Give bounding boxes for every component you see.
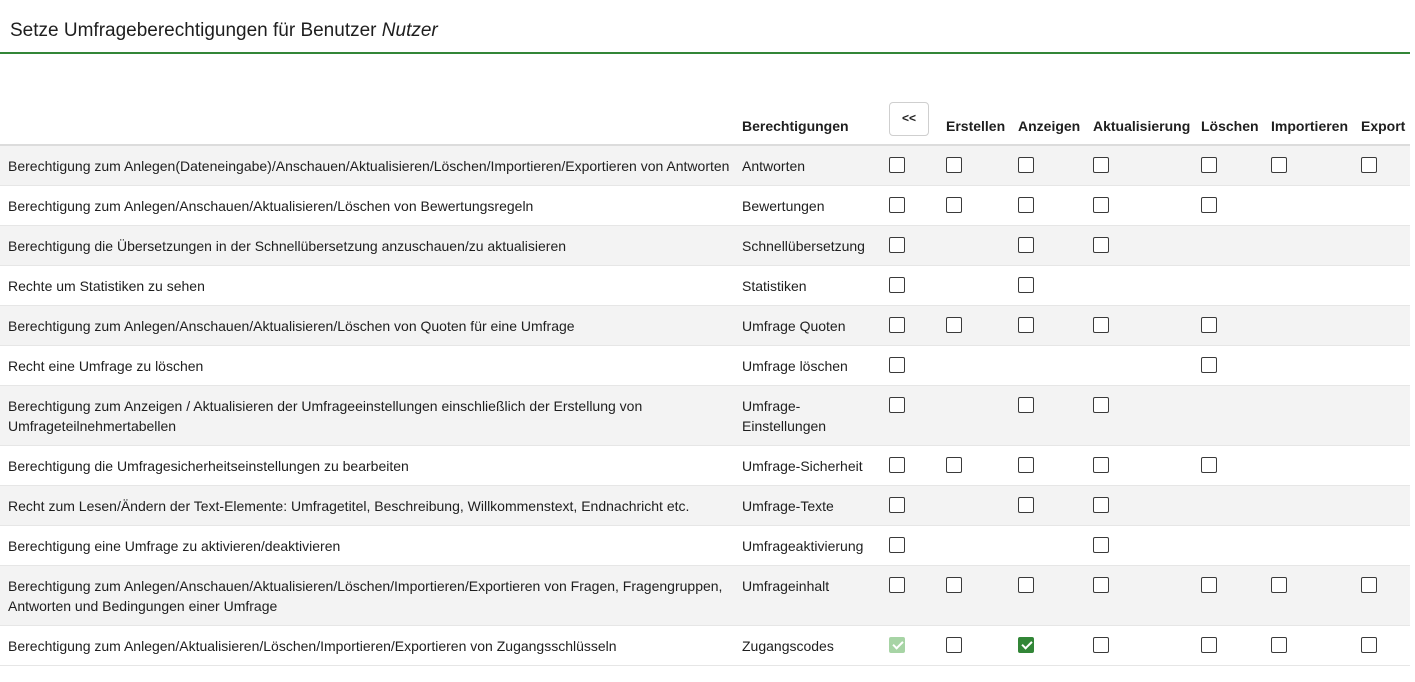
cell-import [1271,226,1361,266]
checkbox-read[interactable] [1018,397,1034,413]
cell-export [1361,226,1410,266]
checkbox-update[interactable] [1093,237,1109,253]
header-update: Aktualisierung [1093,102,1201,145]
checkbox-delete[interactable] [1201,637,1217,653]
cell-import [1271,386,1361,446]
checkbox-update[interactable] [1093,537,1109,553]
cell-delete [1201,306,1271,346]
header-import: Importieren [1271,102,1361,145]
checkbox-all[interactable] [889,457,905,473]
cell-read [1018,526,1093,566]
permission-name: Zugangscodes [742,626,889,666]
table-row [0,266,1410,306]
cell-delete [1201,226,1271,266]
checkbox-delete[interactable] [1201,317,1217,333]
cell-delete [1201,446,1271,486]
checkbox-create[interactable] [946,197,962,213]
permission-description: Recht eine Umfrage zu löschen [0,346,742,386]
page-title-prefix: Setze Umfrageberechtigungen für Benutzer [10,20,377,41]
checkbox-import[interactable] [1271,637,1287,653]
cell-export [1361,626,1410,666]
cell-import [1271,145,1361,186]
checkbox-all[interactable] [889,637,905,653]
permission-name: Bewertungen [742,186,889,226]
cell-delete [1201,526,1271,566]
table-row [0,446,1410,486]
cell-read [1018,346,1093,386]
permission-description: Berechtigung zum Anlegen(Dateneingabe)/Anschauen/Aktualisieren/Löschen/Importieren/Exportieren von Antworten [0,145,742,186]
checkbox-export[interactable] [1361,637,1377,653]
cell-import [1271,346,1361,386]
checkbox-export[interactable] [1361,157,1377,173]
permission-description: Berechtigung zum Anlegen/Anschauen/Aktualisieren/Löschen von Bewertungsregeln [0,186,742,226]
checkbox-export[interactable] [1361,577,1377,593]
checkbox-all[interactable] [889,157,905,173]
checkbox-update[interactable] [1093,197,1109,213]
header-description [0,102,742,145]
cell-read [1018,145,1093,186]
permission-description: Berechtigung zum Anlegen/Anschauen/Aktualisieren/Löschen von Quoten für eine Umfrage [0,306,742,346]
cell-export [1361,306,1410,346]
checkbox-update[interactable] [1093,157,1109,173]
table-header-row [0,102,1410,145]
cell-create [946,306,1018,346]
checkbox-delete[interactable] [1201,157,1217,173]
cell-export [1361,386,1410,446]
checkbox-import[interactable] [1271,157,1287,173]
cell-update [1093,486,1201,526]
cell-delete [1201,566,1271,626]
checkbox-all[interactable] [889,577,905,593]
permission-name: Umfrage-Texte [742,486,889,526]
checkbox-all[interactable] [889,277,905,293]
cell-all [889,386,946,446]
checkbox-read[interactable] [1018,277,1034,293]
cell-create [946,526,1018,566]
cell-import [1271,186,1361,226]
cell-import [1271,566,1361,626]
cell-import [1271,446,1361,486]
permission-name: Statistiken [742,266,889,306]
checkbox-update[interactable] [1093,577,1109,593]
cell-read [1018,566,1093,626]
cell-all [889,346,946,386]
header-permissions: Berechtigungen [742,102,889,145]
permission-description: Recht zum Lesen/Ändern der Text-Elemente: Umfragetitel, Beschreibung, Willkommenstext, Endnachricht etc. [0,486,742,526]
table-row [0,346,1410,386]
cell-update [1093,145,1201,186]
cell-update [1093,306,1201,346]
cell-read [1018,626,1093,666]
checkbox-delete[interactable] [1201,197,1217,213]
cell-update [1093,566,1201,626]
checkbox-create[interactable] [946,157,962,173]
permissions-table-body [0,145,1410,666]
checkbox-all[interactable] [889,497,905,513]
checkbox-update[interactable] [1093,317,1109,333]
permission-name: Umfrage löschen [742,346,889,386]
table-row [0,626,1410,666]
permission-description: Berechtigung zum Anlegen/Anschauen/Aktualisieren/Löschen/Importieren/Exportieren von Fragen, Fragengruppen, Antworten und Bedingungen einer Umfrage [0,566,742,626]
page-title [10,20,438,42]
cell-read [1018,386,1093,446]
table-row [0,386,1410,446]
cell-delete [1201,186,1271,226]
table-row [0,145,1410,186]
table-row [0,186,1410,226]
cell-export [1361,486,1410,526]
cell-export [1361,346,1410,386]
cell-create [946,566,1018,626]
cell-delete [1201,145,1271,186]
cell-update [1093,626,1201,666]
checkbox-delete[interactable] [1201,457,1217,473]
checkbox-update[interactable] [1093,397,1109,413]
cell-all [889,306,946,346]
table-row [0,566,1410,626]
cell-delete [1201,626,1271,666]
permission-name: Umfrage-Einstellungen [742,386,889,446]
cell-export [1361,526,1410,566]
cell-export [1361,446,1410,486]
cell-create [946,266,1018,306]
header-read: Anzeigen [1018,102,1093,145]
checkbox-create[interactable] [946,577,962,593]
table-row [0,526,1410,566]
permission-name: Schnellübersetzung [742,226,889,266]
page-header [0,0,1410,54]
cell-all [889,446,946,486]
checkbox-all[interactable] [889,237,905,253]
cell-export [1361,566,1410,626]
toggle-all-button[interactable]: << [889,102,929,136]
permission-name: Umfrage Quoten [742,306,889,346]
checkbox-create[interactable] [946,637,962,653]
cell-all [889,486,946,526]
cell-update [1093,266,1201,306]
cell-all [889,226,946,266]
checkbox-all[interactable] [889,397,905,413]
cell-update [1093,346,1201,386]
table-row [0,306,1410,346]
cell-update [1093,526,1201,566]
cell-all [889,566,946,626]
checkbox-all[interactable] [889,537,905,553]
checkbox-read[interactable] [1018,197,1034,213]
cell-delete [1201,346,1271,386]
cell-create [946,386,1018,446]
checkbox-read[interactable] [1018,457,1034,473]
cell-create [946,486,1018,526]
cell-import [1271,266,1361,306]
permission-description: Berechtigung die Umfragesicherheitseinstellungen zu bearbeiten [0,446,742,486]
permission-description: Berechtigung die Übersetzungen in der Schnellübersetzung anzuschauen/zu aktualisieren [0,226,742,266]
cell-create [946,186,1018,226]
header-toggle-all [889,102,946,145]
cell-read [1018,446,1093,486]
checkbox-read[interactable] [1018,577,1034,593]
cell-delete [1201,386,1271,446]
cell-read [1018,486,1093,526]
table-row [0,486,1410,526]
permission-description: Berechtigung zum Anlegen/Aktualisieren/Löschen/Importieren/Exportieren von Zugangsschlüsseln [0,626,742,666]
cell-import [1271,306,1361,346]
cell-all [889,186,946,226]
cell-all [889,266,946,306]
checkbox-delete[interactable] [1201,357,1217,373]
cell-create [946,346,1018,386]
cell-read [1018,266,1093,306]
cell-create [946,626,1018,666]
checkbox-read[interactable] [1018,237,1034,253]
checkbox-all[interactable] [889,317,905,333]
cell-import [1271,626,1361,666]
checkbox-read[interactable] [1018,637,1034,653]
permission-description: Rechte um Statistiken zu sehen [0,266,742,306]
cell-all [889,526,946,566]
cell-all [889,626,946,666]
cell-read [1018,186,1093,226]
checkbox-update[interactable] [1093,497,1109,513]
cell-create [946,145,1018,186]
header-create: Erstellen [946,102,1018,145]
permission-name: Umfrage-Sicherheit [742,446,889,486]
checkbox-read[interactable] [1018,157,1034,173]
page-title-user: Nutzer [381,20,438,41]
checkbox-update[interactable] [1093,637,1109,653]
permission-name: Umfrageaktivierung [742,526,889,566]
cell-export [1361,186,1410,226]
cell-update [1093,226,1201,266]
cell-read [1018,226,1093,266]
cell-update [1093,386,1201,446]
cell-import [1271,526,1361,566]
checkbox-create[interactable] [946,457,962,473]
header-export: Export [1361,102,1410,145]
header-delete: Löschen [1201,102,1271,145]
permission-name: Umfrageinhalt [742,566,889,626]
cell-all [889,145,946,186]
checkbox-create[interactable] [946,317,962,333]
checkbox-all[interactable] [889,357,905,373]
checkbox-update[interactable] [1093,457,1109,473]
cell-delete [1201,266,1271,306]
permissions-table [0,102,1410,666]
checkbox-read[interactable] [1018,317,1034,333]
cell-create [946,446,1018,486]
cell-export [1361,145,1410,186]
permission-description: Berechtigung zum Anzeigen / Aktualisieren der Umfrageeinstellungen einschließlich der Erstellung von Umfrageteilnehmertabellen [0,386,742,446]
cell-update [1093,446,1201,486]
permission-description: Berechtigung eine Umfrage zu aktivieren/deaktivieren [0,526,742,566]
cell-export [1361,266,1410,306]
cell-delete [1201,486,1271,526]
table-row [0,226,1410,266]
permission-name: Antworten [742,145,889,186]
cell-update [1093,186,1201,226]
cell-import [1271,486,1361,526]
cell-read [1018,306,1093,346]
checkbox-all[interactable] [889,197,905,213]
checkbox-delete[interactable] [1201,577,1217,593]
checkbox-read[interactable] [1018,497,1034,513]
cell-create [946,226,1018,266]
checkbox-import[interactable] [1271,577,1287,593]
